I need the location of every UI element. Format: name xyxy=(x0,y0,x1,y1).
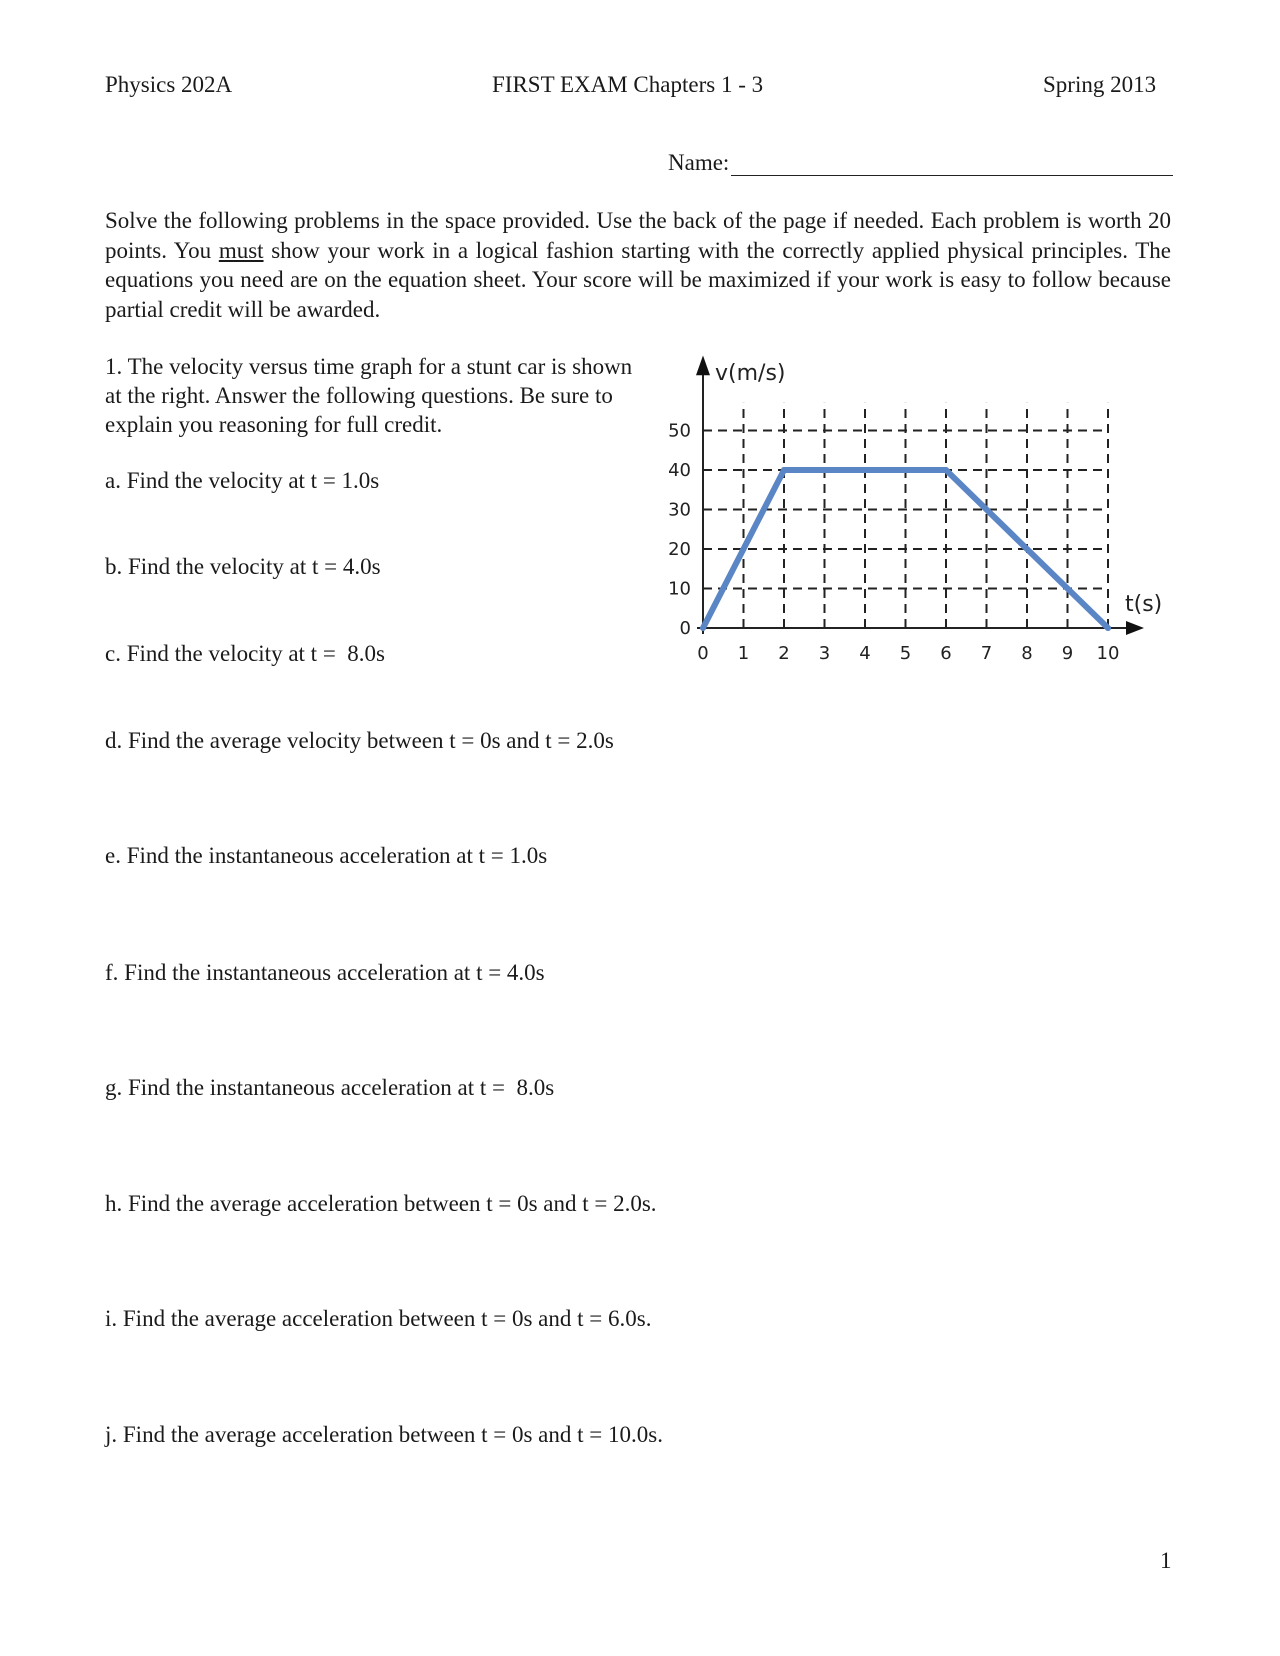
term: Spring 2013 xyxy=(1043,72,1157,97)
name-blank[interactable] xyxy=(731,153,1173,176)
problem-intro: 1. The velocity versus time graph for a stunt car is shown at the right. Answer the following questions. Be sure to explain you reasoning for full credit. xyxy=(105,354,633,437)
question-a: a. Find the velocity at t = 1.0s xyxy=(105,468,380,493)
question-d: d. Find the average velocity between t = 0s and t = 2.0s xyxy=(105,728,614,753)
page-number: 1 xyxy=(1160,1548,1172,1573)
y-tick-label-0: 0 xyxy=(679,618,691,639)
x-axis-arrow-icon xyxy=(1126,621,1144,635)
y-axis-arrow-icon xyxy=(696,355,710,375)
question-e: e. Find the instantaneous acceleration at t = 1.0s xyxy=(105,843,548,868)
data-point-2 xyxy=(943,467,949,473)
y-tick-label-30: 30 xyxy=(668,499,691,521)
instructions-emphasis: must xyxy=(218,237,264,263)
x-tick-label-0: 0 xyxy=(697,643,709,664)
x-tick-label-8: 8 xyxy=(1021,643,1033,664)
y-tick-label-50: 50 xyxy=(668,420,691,442)
x-tick-label-1: 1 xyxy=(737,643,750,664)
velocity-time-chart xyxy=(655,358,1163,678)
x-tick-label-7: 7 xyxy=(980,643,993,664)
x-tick-label-6: 6 xyxy=(940,643,952,664)
question-c: c. Find the velocity at t = 8.0s xyxy=(105,641,385,666)
y-tick-label-40: 40 xyxy=(668,460,691,481)
course-title: Physics 202A xyxy=(105,72,233,97)
x-axis-label: t(s) xyxy=(1125,592,1163,617)
x-tick-label-2: 2 xyxy=(778,643,790,664)
instructions-part1: Solve the following problems in the space provided. Use the back of the page if needed. Each problem is worth 20 points. You xyxy=(105,208,1171,263)
x-tick-label-10: 10 xyxy=(1096,643,1120,664)
question-b: b. Find the velocity at t = 4.0s xyxy=(105,554,381,579)
chart-axes xyxy=(696,355,1144,635)
data-point-3 xyxy=(1105,625,1111,631)
data-point-0 xyxy=(700,625,706,631)
question-h: h. Find the average acceleration between t = 0s and t = 2.0s. xyxy=(105,1191,657,1216)
question-j: j. Find the average acceleration between t = 0s and t = 10.0s. xyxy=(105,1422,663,1447)
x-tick-label-4: 4 xyxy=(859,643,871,664)
x-tick-label-5: 5 xyxy=(899,643,912,664)
data-point-1 xyxy=(781,467,787,473)
instructions-part2: show your work in a logical fashion starting with the correctly applied physical principles. The equations you need are on the equation sheet. Your score will be maximized if your work is easy to follow because partial credit will be awarded. xyxy=(105,237,1171,322)
name-label: Name: xyxy=(668,150,730,175)
y-tick-label-10: 10 xyxy=(668,578,691,600)
question-f: f. Find the instantaneous acceleration at t = 4.0s xyxy=(105,960,545,985)
question-i: i. Find the average acceleration between t = 0s and t = 6.0s. xyxy=(105,1306,652,1331)
y-axis-label: v(m/s) xyxy=(715,361,786,386)
instructions xyxy=(105,206,1171,324)
x-tick-label-3: 3 xyxy=(818,643,831,664)
exam-title: FIRST EXAM Chapters 1 - 3 xyxy=(492,72,764,97)
y-tick-label-20: 20 xyxy=(668,539,691,560)
x-tick-label-9: 9 xyxy=(1061,643,1074,664)
question-g: g. Find the instantaneous acceleration at t = 8.0s xyxy=(105,1075,555,1100)
name-field[interactable] xyxy=(668,150,1173,176)
